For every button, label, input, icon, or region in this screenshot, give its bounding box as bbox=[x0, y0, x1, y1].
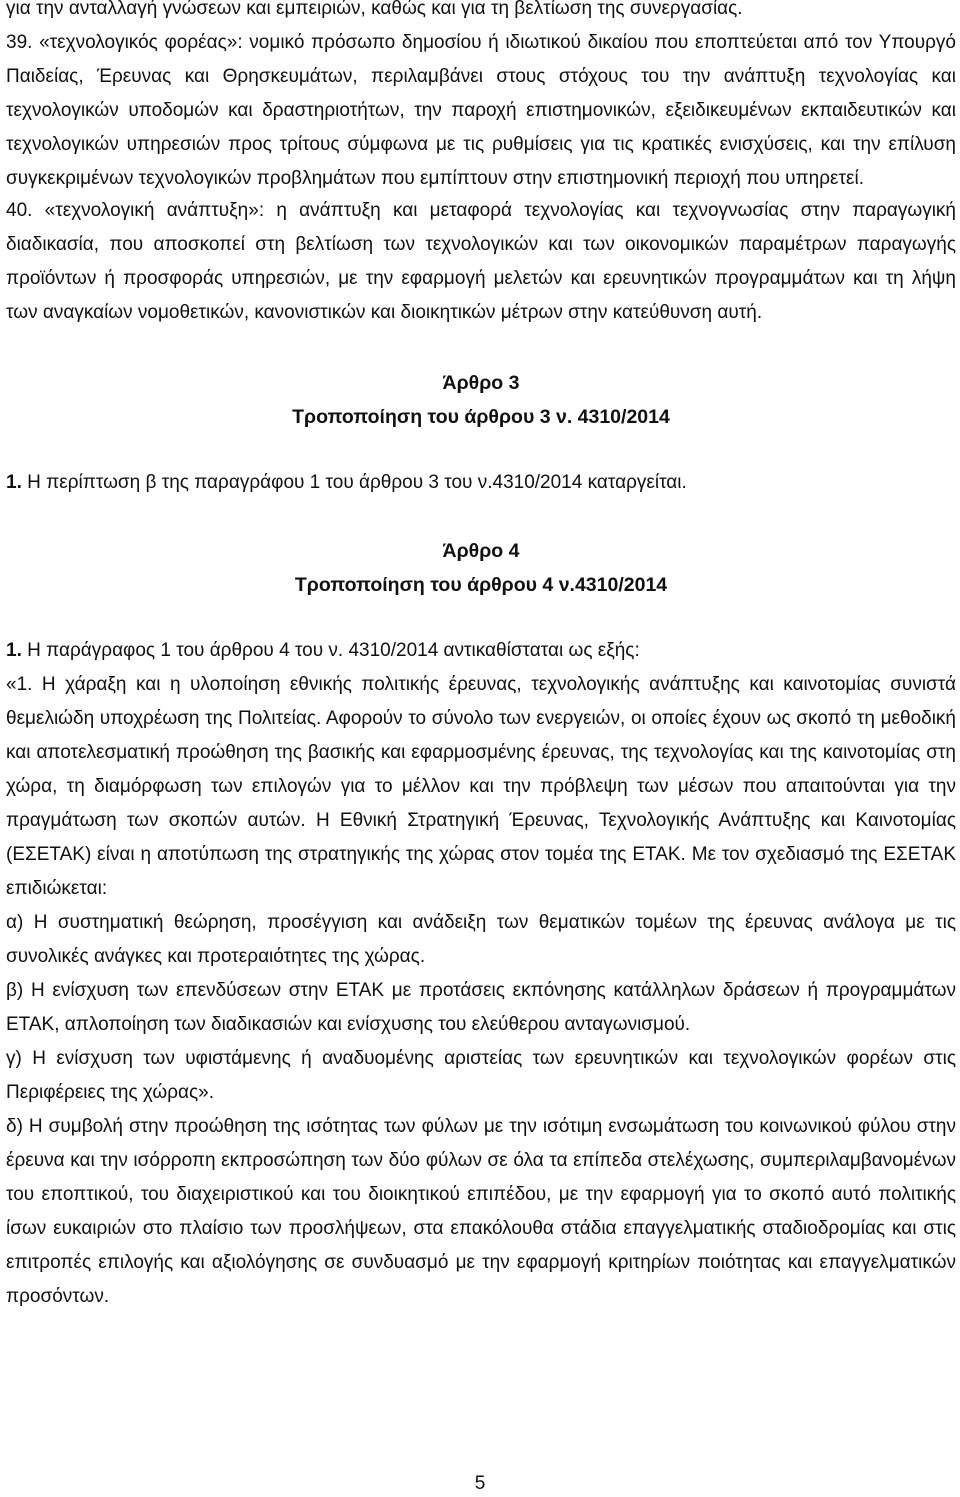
article-4-paragraph-1-text: Η παράγραφος 1 του άρθρου 4 του ν. 4310/2014 αντικαθίσταται ως εξής: bbox=[21, 640, 640, 661]
definition-39-paragraph: 39. «τεχνολογικός φορέας»: νομικό πρόσωπο δημοσίου ή ιδιωτικού δικαίου που εποπτεύεται από τον Υπουργό Παιδείας, Έρευνας και Θρησκευμάτων, περιλαμβάνει στους στόχους του την ανάπτυξη τεχνολογίας και τεχνολογικών υποδομών και δραστηριοτήτων, την παροχή επιστημονικών, εξειδικευμένων εκπαιδευτικών και τεχνολογικών υπηρεσιών προς τρίτους σύμφωνα με τις ρυθμίσεις για τις κρατικές ενισχύσεις, και την επίλυση συγκεκριμένων τεχνολογικών προβλημάτων που εμπίπτουν στην επιστημονική περιοχή που υπηρετεί. bbox=[6, 32, 956, 189]
article-4-item-c: γ) Η ενίσχυση των υφιστάμενης ή αναδυομένης αριστείας των ερευνητικών και τεχνολογικών φορέων στις Περιφέρειες της χώρας». bbox=[6, 1048, 956, 1103]
article-3-paragraph-1 bbox=[6, 466, 956, 500]
article-4-paragraph-1 bbox=[6, 634, 956, 668]
article-3-title: Άρθρο 3 bbox=[442, 372, 520, 394]
top-fragment-paragraph: για την ανταλλαγή γνώσεων και εμπειριών, καθώς και για τη βελτίωση της συνεργασίας. bbox=[6, 0, 743, 19]
article-3-paragraph-1-number: 1. bbox=[6, 472, 22, 493]
article-4-title: Άρθρο 4 bbox=[442, 540, 520, 562]
article-4-item-a: α) Η συστηματική θεώρηση, προσέγγιση και ανάδειξη των θεματικών τομέων της έρευνας ανάλογα με τις συνολικές ανάγκες και προτεραιότητες της χώρας. bbox=[6, 912, 956, 967]
article-4-paragraph-1-number: 1. bbox=[6, 640, 22, 661]
article-3-subtitle: Τροποποίηση του άρθρου 3 ν. 4310/2014 bbox=[292, 406, 670, 428]
article-4-item-d: δ) Η συμβολή στην προώθηση της ισότητας των φύλων με την ισότιμη ενσωμάτωση του κοινωνικού φύλου στην έρευνα και την ισόρροπη εκπροσώπηση των δύο φύλων σε όλα τα επίπεδα στελέχωσης, συμπεριλαμβανομένων του εποπτικού, του διαχειριστικού και του διοικητικού επιπέδου, με την εφαρμογή για το σκοπό αυτό πολιτικής ίσων ευκαιριών στο πλαίσιο των προσλήψεων, στα επακόλουθα στάδια επαγγελματικής σταδιοδρομίας και στις επιτροπές επιλογής και αξιολόγησης σε συνδυασμό με την εφαρμογή κριτηρίων ποιότητας και επαγγελματικών προσόντων. bbox=[6, 1116, 956, 1307]
page-number: 5 bbox=[474, 1473, 486, 1494]
article-3-paragraph-1-text: Η περίπτωση β της παραγράφου 1 του άρθρου 3 του ν.4310/2014 καταργείται. bbox=[21, 472, 687, 493]
article-4-subtitle: Τροποποίηση του άρθρου 4 ν.4310/2014 bbox=[294, 574, 668, 596]
document-page bbox=[6, 0, 956, 1314]
article-4-item-b: β) Η ενίσχυση των επενδύσεων στην ΕΤΑΚ με προτάσεις εκπόνησης κατάλληλων δράσεων ή προγραμμάτων ΕΤΑΚ, απλοποίηση των διαδικασιών και ενίσχυσης του ελεύθερου ανταγωνισμού. bbox=[6, 980, 956, 1035]
definition-40-paragraph: 40. «τεχνολογική ανάπτυξη»: η ανάπτυξη και μεταφορά τεχνολογίας και τεχνογνωσίας στην παραγωγική διαδικασία, που αποσκοπεί στη βελτίωση των τεχνολογικών και των οικονομικών παραμέτρων παραγωγής προϊόντων ή προσφοράς υπηρεσιών, με την εφαρμογή μελετών και ερευνητικών προγραμμάτων και τη λήψη των αναγκαίων νομοθετικών, κανονιστικών και διοικητικών μέτρων στην κατεύθυνση αυτή. bbox=[6, 200, 956, 323]
article-4-quote-intro: «1. Η χάραξη και η υλοποίηση εθνικής πολιτικής έρευνας, τεχνολογικής ανάπτυξης και καινοτομίας συνιστά θεμελιώδη υποχρέωση της Πολιτείας. Αφορούν το σύνολο των ενεργειών, οι οποίες έχουν ως σκοπό τη μεθοδική και αποτελεσματική προώθηση της βασικής και εφαρμοσμένης έρευνας, της τεχνολογίας και της καινοτομίας στη χώρα, τη διαμόρφωση των επιλογών για το μέλλον και την πρόβλεψη των μέσων που απαιτούνται για την πραγμάτωση των σκοπών αυτών. Η Εθνική Στρατηγική Έρευνας, Τεχνολογικής Ανάπτυξης και Καινοτομίας (ΕΣΕΤΑΚ) είναι η αποτύπωση της στρατηγικής της χώρας στον τομέα της ΕΤΑΚ. Με τον σχεδιασμό της ΕΣΕΤΑΚ επιδιώκεται: bbox=[6, 674, 956, 899]
